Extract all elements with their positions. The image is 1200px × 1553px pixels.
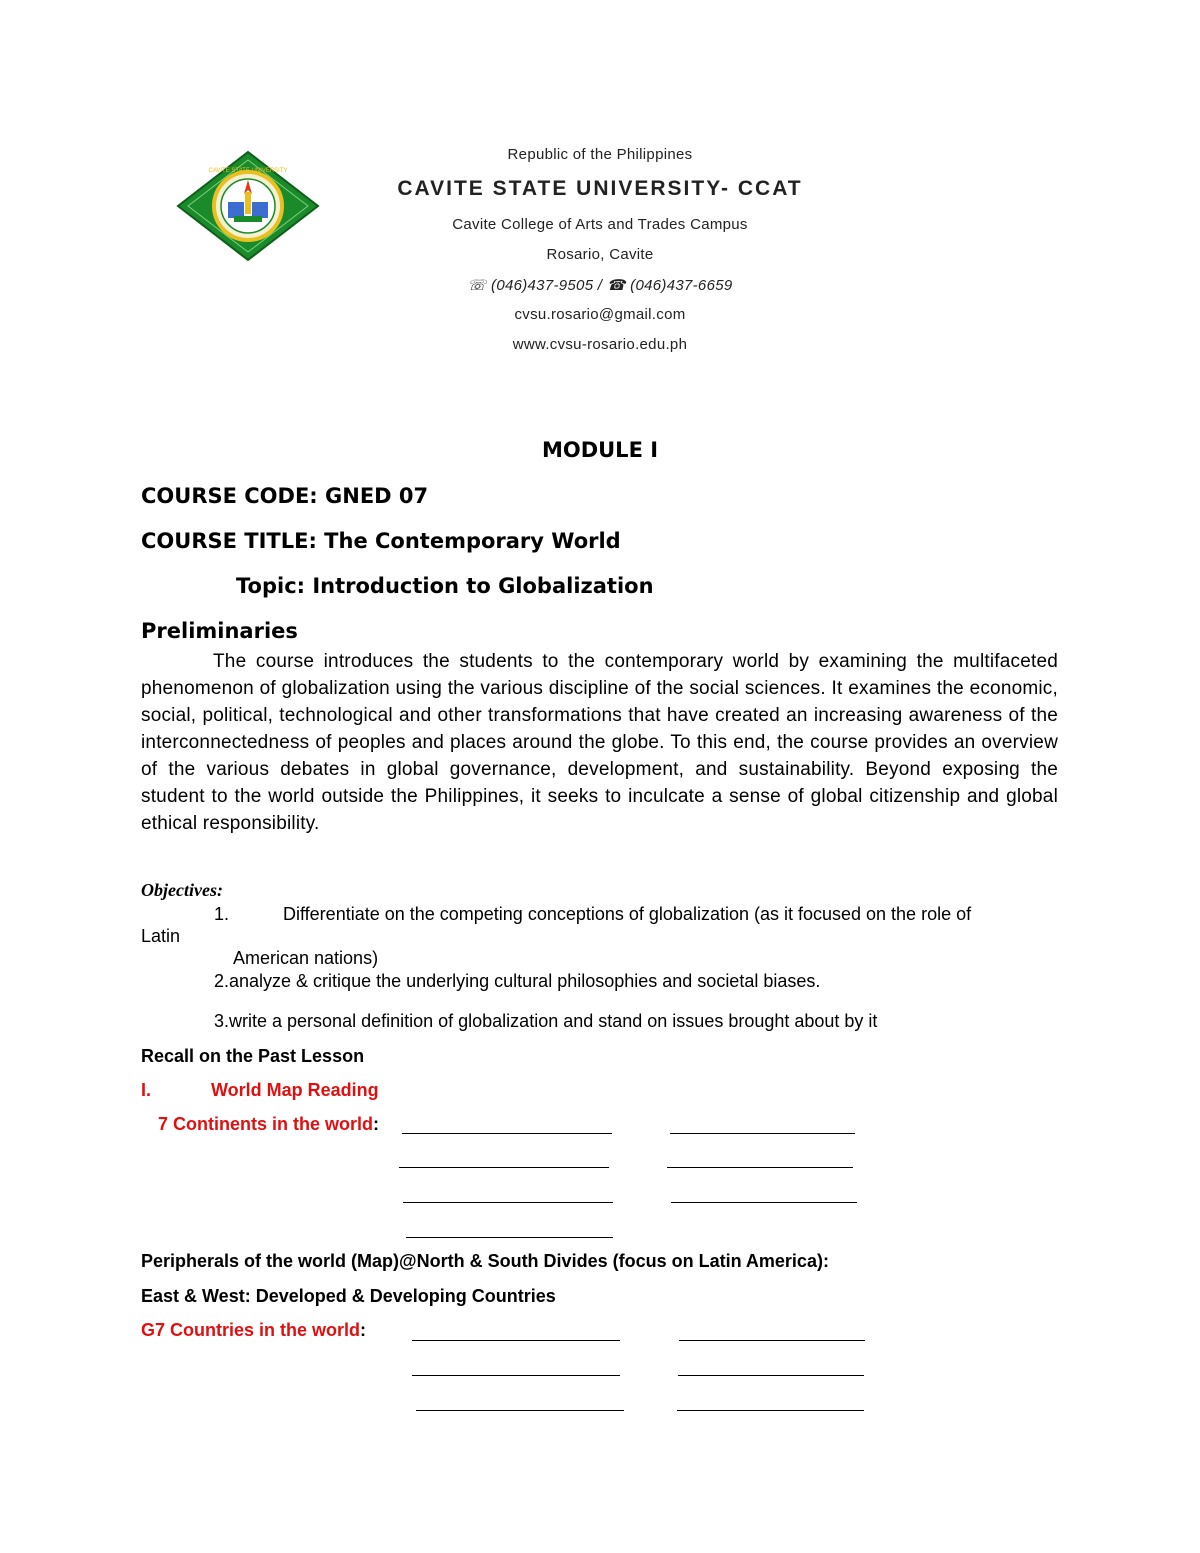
college-name: Cavite College of Arts and Trades Campus xyxy=(452,216,748,233)
course-title: COURSE TITLE: The Contemporary World xyxy=(141,529,621,553)
university-name: CAVITE STATE UNIVERSITY- CCAT xyxy=(397,177,803,200)
continent-blank-6[interactable] xyxy=(671,1202,857,1203)
logo-text: CAVITE STATE UNIVERSITY xyxy=(208,168,288,174)
preliminaries-paragraph xyxy=(141,648,1058,837)
module-title: MODULE I xyxy=(541,438,659,462)
continents-label-row xyxy=(158,1114,379,1135)
continent-blank-4[interactable] xyxy=(667,1167,853,1168)
section-number: I. xyxy=(141,1080,152,1100)
g7-label-row xyxy=(141,1320,366,1341)
continent-blank-7[interactable] xyxy=(406,1237,613,1238)
topic-title: Topic: Introduction to Globalization xyxy=(236,574,654,598)
g7-blank-4[interactable] xyxy=(678,1375,864,1376)
g7-blank-2[interactable] xyxy=(679,1340,865,1341)
continent-blank-5[interactable] xyxy=(403,1202,613,1203)
g7-blank-1[interactable] xyxy=(412,1340,620,1341)
g7-label: G7 Countries in the world xyxy=(141,1320,361,1340)
recall-heading: Recall on the Past Lesson xyxy=(141,1046,365,1066)
preliminaries-heading: Preliminaries xyxy=(141,619,298,643)
continents-colon: : xyxy=(373,1114,379,1134)
peripherals-line: Peripherals of the world (Map)@North & South Divides (focus on Latin America): xyxy=(141,1251,829,1271)
objective-2: 2.analyze & critique the underlying cultural philosophies and societal biases. xyxy=(214,971,821,991)
continent-blank-1[interactable] xyxy=(402,1133,612,1134)
continent-blank-3[interactable] xyxy=(399,1167,609,1168)
preliminaries-text: The course introduces the students to the contemporary world by examining the multifaceted phenomenon of globalization using the various discipline of the social sciences. It examines the economic, social, political, technological and other transformations that have created an increasing awareness of the interconnectedness of peoples and places around the globe. To this end, the course provides an overview of the various debates in global governance, development, and sustainability. Beyond exposing the student to the world outside the Philippines, it seeks to inculcate a sense of global citizenship and global ethical responsibility. xyxy=(141,651,1058,834)
g7-colon: : xyxy=(360,1320,367,1340)
g7-blank-6[interactable] xyxy=(677,1410,864,1411)
objective-1-number: 1. xyxy=(214,904,230,924)
continent-blank-2[interactable] xyxy=(670,1133,855,1134)
objectives-heading: Objectives: xyxy=(141,880,223,900)
section-title: World Map Reading xyxy=(211,1080,379,1100)
email-address: cvsu.rosario@gmail.com xyxy=(514,306,686,323)
g7-blank-5[interactable] xyxy=(416,1410,624,1411)
course-code: COURSE CODE: GNED 07 xyxy=(141,484,429,508)
objective-1-wrap: Latin xyxy=(141,926,181,946)
phone-numbers: ☏ (046)437-9505 / ☎ (046)437-6659 xyxy=(467,277,733,294)
website-url: www.cvsu-rosario.edu.ph xyxy=(512,336,688,353)
g7-blank-3[interactable] xyxy=(412,1375,620,1376)
objective-3: 3.write a personal definition of globalization and stand on issues brought about by it xyxy=(214,1011,878,1031)
continents-label: 7 Continents in the world xyxy=(158,1114,373,1134)
east-west-line: East & West: Developed & Developing Countries xyxy=(141,1286,556,1306)
objective-1-text: Differentiate on the competing conceptions of globalization (as it focused on the role of xyxy=(283,904,972,924)
objective-1-continued: American nations) xyxy=(233,948,379,968)
republic-line: Republic of the Philippines xyxy=(507,146,693,163)
location: Rosario, Cavite xyxy=(546,246,654,263)
